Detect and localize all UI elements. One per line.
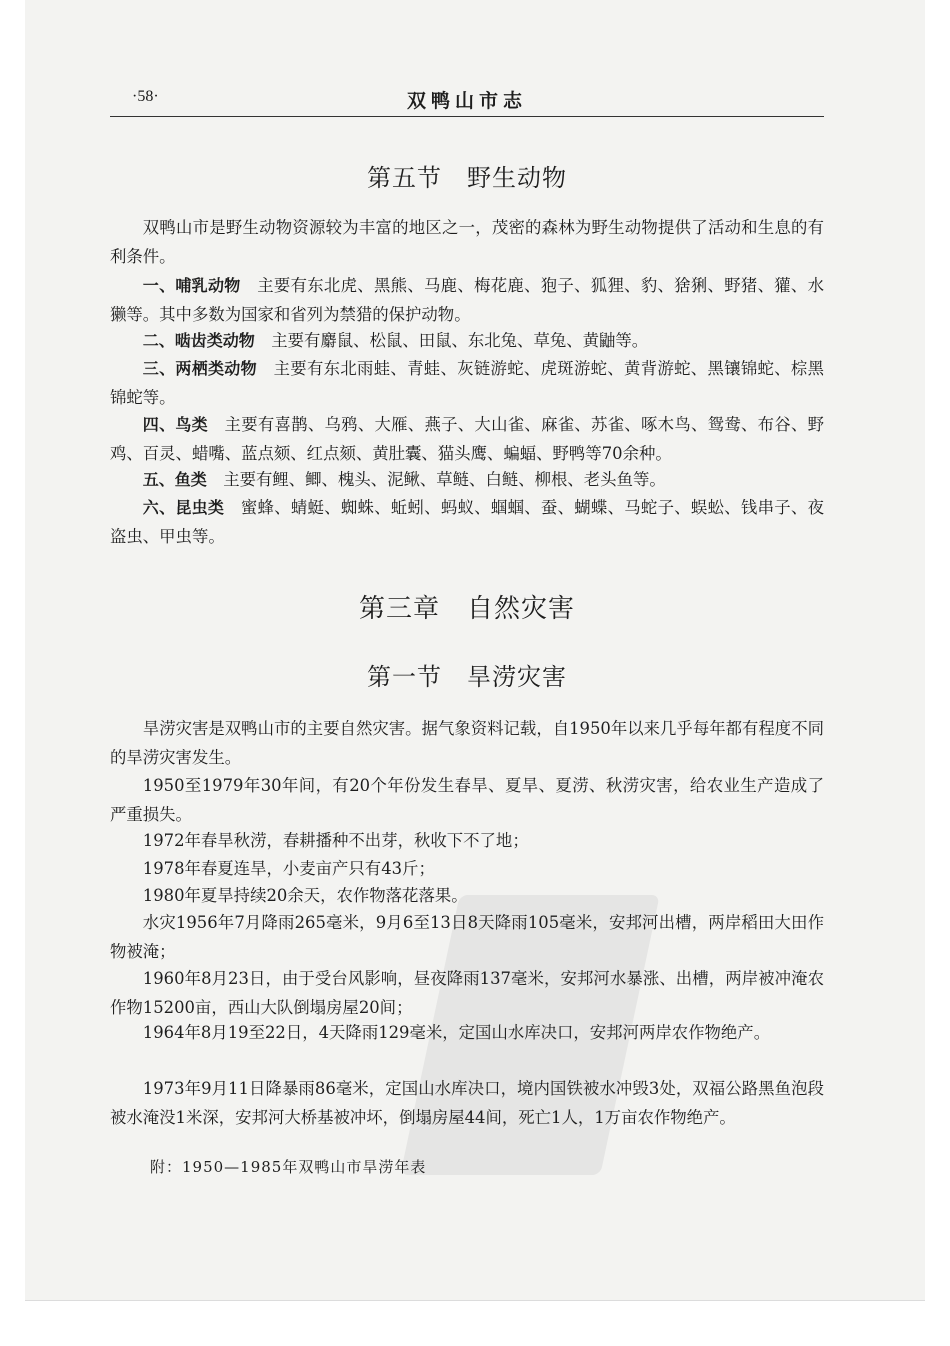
paragraph-amphibians — [110, 354, 824, 412]
paragraph-1960: 1960年8月23日，由于受台风影响，昼夜降雨137毫米，安邦河水暴涨、出槽，两岸被冲淹农作物15200亩，西山大队倒塌房屋20间； — [110, 969, 824, 1017]
paragraph-1978: 1978年春夏连旱，小麦亩产只有43斤； — [142, 859, 435, 878]
insects-text: 蜜蜂、蜻蜓、蜘蛛、蚯蚓、蚂蚁、蝈蝈、蚕、蝴蝶、马蛇子、蜈蚣、钱串子、夜盗虫、甲虫等。 — [110, 498, 825, 546]
birds-text: 主要有喜鹊、乌鸦、大雁、燕子、大山雀、麻雀、苏雀、啄木鸟、鸳鸯、布谷、野鸡、百灵、蜡嘴、蓝点颏、红点颏、黄肚囊、猫头鹰、蝙蝠、野鸭等70余种。 — [110, 415, 824, 463]
paragraph-drought-intro: 旱涝灾害是双鸭山市的主要自然灾害。据气象资料记载，自1950年以来几乎每年都有程度不同的旱涝灾害发生。 — [110, 719, 824, 767]
fish-label: 五、鱼类 — [142, 470, 207, 489]
paragraph-1980: 1980年夏旱持续20余天，农作物落花落果。 — [142, 886, 468, 905]
scan-margin — [25, 1300, 925, 1346]
rodents-label: 二、啮齿类动物 — [142, 331, 255, 350]
paragraph-1972: 1972年春旱秋涝，春耕播种不出芽，秋收下不了地； — [142, 831, 529, 850]
paragraph-intro: 双鸭山市是野生动物资源较为丰富的地区之一，茂密的森林为野生动物提供了活动和生息的有利条件。 — [110, 218, 824, 266]
appendix-note: 附：1950—1985年双鸭山市旱涝年表 — [150, 1158, 427, 1176]
paragraph-fish — [110, 465, 824, 494]
chapter-title: 第三章 自然灾害 — [358, 594, 575, 624]
section-title-drought-flood: 第一节 旱涝灾害 — [367, 663, 567, 691]
amphibians-text: 主要有东北雨蛙、青蛙、灰链游蛇、虎斑游蛇、黄背游蛇、黑镶锦蛇、棕黑锦蛇等。 — [110, 359, 825, 407]
running-header — [110, 80, 824, 117]
paragraph-rodents — [110, 326, 824, 355]
paragraph-1950-1979: 1950至1979年30年间，有20个年份发生春旱、夏旱、夏涝、秋涝灾害，给农业生产造成了严重损失。 — [110, 776, 824, 824]
fish-text: 主要有鲤、鲫、槐头、泥鳅、草鲢、白鲢、柳根、老头鱼等。 — [223, 470, 666, 489]
page-number: ·58· — [132, 88, 159, 105]
mammals-text: 主要有东北虎、黑熊、马鹿、梅花鹿、狍子、狐狸、豹、猞猁、野猪、獾、水獭等。其中多数为国家和省列为禁猎的保护动物。 — [110, 276, 824, 324]
paragraph-insects — [110, 493, 824, 551]
paragraph-flood-1956: 水灾1956年7月降雨265毫米，9月6至13日8天降雨105毫米，安邦河出槽，两岸稻田大田作物被淹； — [110, 913, 824, 961]
insects-label: 六、昆虫类 — [142, 498, 225, 517]
paragraph-1964: 1964年8月19至22日，4天降雨129毫米，定国山水库决口，安邦河两岸农作物绝产。 — [142, 1023, 771, 1042]
paragraph-mammals — [110, 271, 824, 329]
mammals-label: 一、哺乳动物 — [142, 276, 241, 295]
paragraph-1973: 1973年9月11日降暴雨86毫米，定国山水库决口，境内国铁被水冲毁3处，双福公路黑鱼泡段被水淹没1米深，安邦河大桥基被冲坏，倒塌房屋44间，死亡1人，1万亩农作物绝产。 — [110, 1079, 824, 1127]
section-title-wildlife: 第五节 野生动物 — [367, 164, 567, 192]
birds-label: 四、鸟类 — [142, 415, 208, 434]
rodents-text: 主要有麝鼠、松鼠、田鼠、东北兔、草兔、黄鼬等。 — [271, 331, 649, 350]
book-title: 双鸭山市志 — [406, 90, 527, 112]
amphibians-label: 三、两栖类动物 — [142, 359, 257, 378]
paragraph-birds — [110, 410, 824, 468]
